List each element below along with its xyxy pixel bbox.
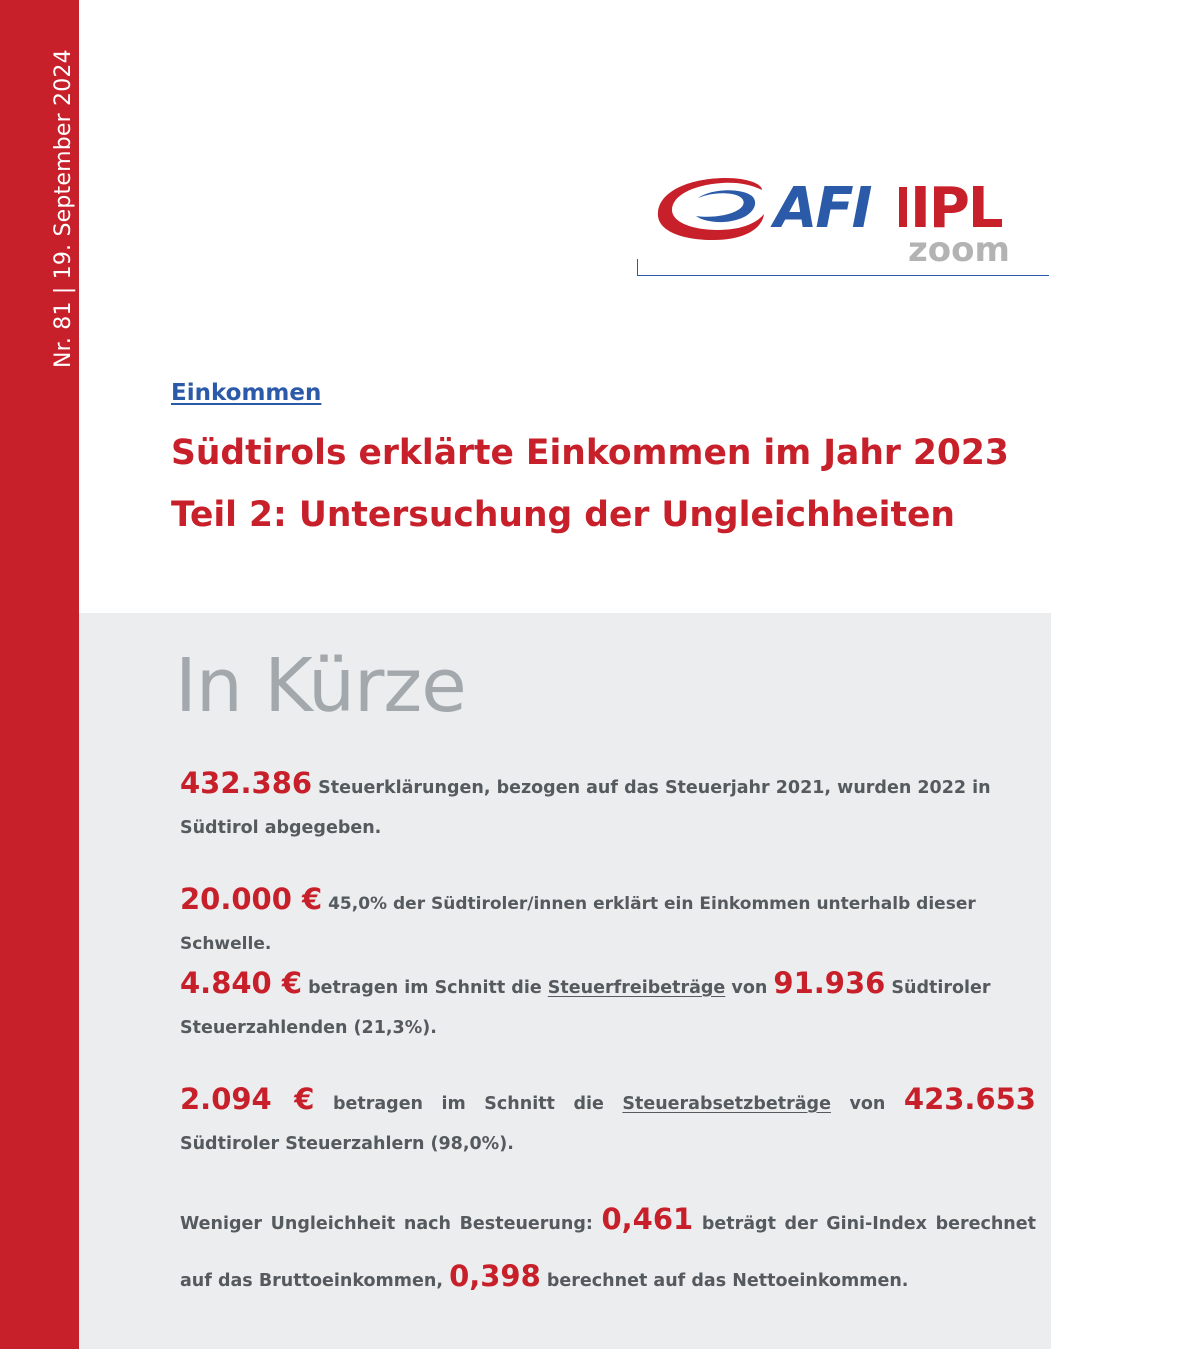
summary-item-tax-allowances (180, 963, 1036, 1048)
summary-item-declarations (180, 763, 1036, 848)
summary-item-gini (180, 1193, 1036, 1307)
logo-ipl-text: IPL (910, 176, 1002, 241)
category-link[interactable]: Einkommen (171, 380, 322, 406)
issue-date-label: Nr. 81 | 19. September 2024 (51, 49, 76, 368)
tax-allowances-link[interactable]: Steuerfreibeträge (547, 978, 726, 998)
highlight-value-2: 91.936 (773, 966, 886, 1000)
gini-gross-value: 0,461 (601, 1202, 694, 1236)
item-text: betragen im Schnitt die (302, 978, 548, 998)
summary-item-tax-deductions (180, 1079, 1036, 1164)
item-text: von (830, 1094, 904, 1114)
highlight-value: 2.094 € (180, 1082, 315, 1116)
item-text: 45,0% der Südtiroler/innen erklärt ein Einkommen unterhalb dieser Schwelle. (180, 894, 976, 954)
logo-afi-text: AFI (774, 176, 871, 241)
logo-graphic (652, 172, 1032, 267)
item-text: Weniger Ungleichheit nach Besteuerung: (180, 1214, 602, 1234)
sidebar (0, 0, 79, 1349)
page-title (171, 422, 1009, 546)
title-line-2: Teil 2: Untersuchung der Ungleichheiten (171, 495, 955, 535)
item-text: Steuerklärungen, bezogen auf das Steuerjahr 2021, wurden 2022 in Südtirol abgegeben. (180, 778, 991, 838)
logo-divider-line (637, 275, 1049, 276)
afi-ipl-logo (652, 172, 1032, 267)
logo-zoom-text: zoom (908, 230, 1010, 267)
highlight-value-2: 423.653 (903, 1082, 1036, 1116)
item-text: von (725, 978, 774, 998)
item-text: Südtiroler Steuerzahlenden (21,3%). (180, 978, 991, 1038)
highlight-value: 432.386 (180, 766, 313, 800)
item-text: berechnet auf das Nettoeinkommen. (540, 1271, 909, 1291)
summary-title: In Kürze (175, 643, 466, 729)
item-text: betragen im Schnitt die (314, 1094, 623, 1114)
item-text: beträgt der Gini-Index berechnet auf das Bruttoeinkommen, (180, 1214, 1036, 1291)
item-text: Südtiroler Steuerzahlern (98,0%). (180, 1134, 514, 1154)
logo-divider-tick (637, 259, 638, 276)
gini-net-value: 0,398 (449, 1259, 541, 1293)
tax-deductions-link[interactable]: Steuerabsetzbeträge (622, 1094, 831, 1114)
title-line-1: Südtirols erklärte Einkommen im Jahr 2023 (171, 433, 1009, 473)
highlight-value: 20.000 € (180, 882, 323, 916)
summary-item-threshold (180, 879, 1036, 964)
summary-box (79, 613, 1051, 1349)
highlight-value: 4.840 € (180, 966, 303, 1000)
